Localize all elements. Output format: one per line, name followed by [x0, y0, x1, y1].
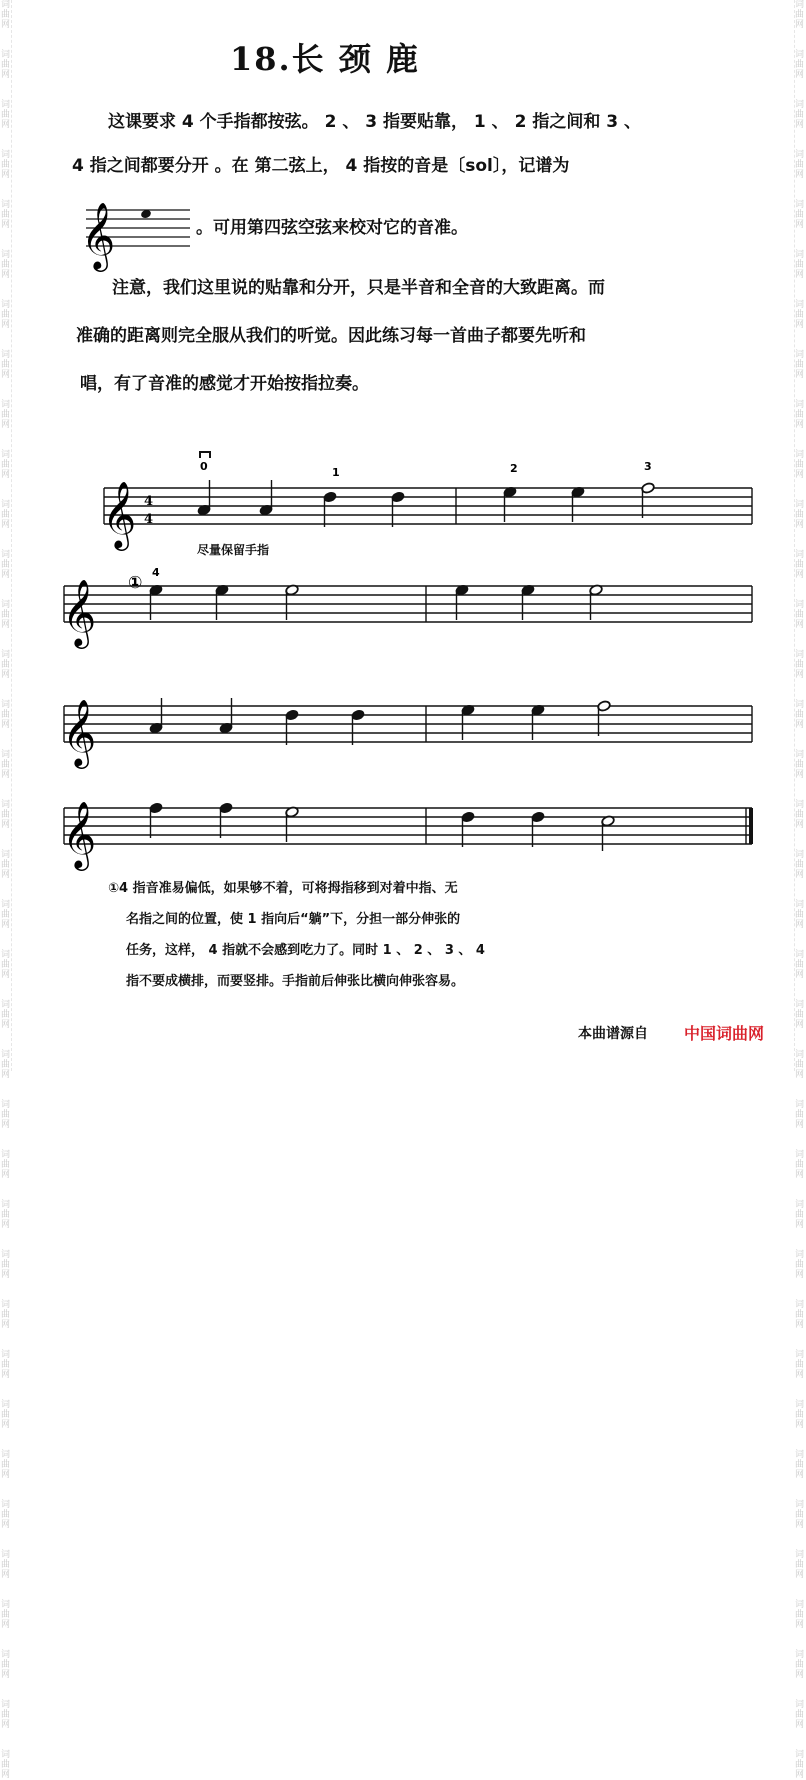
right-watermark-strip: 词 曲 网 词 曲 网 词 曲 网 词 曲 网 词 曲 网 词 曲 网 词 曲 网 词 曲 网 词 曲 网 词 曲 网 词 曲 网 词 曲 网 词 曲 网 词 曲 网 词 曲 网 词 曲 网 词 曲 网 词 曲 网 词 曲 网 词 曲 网 词 曲 网 词 曲 网 词 曲 网 词 曲 网 词 曲 网 词 曲 网 词 曲 网 词 曲 网 词 曲 网 词 曲 网 词 曲 网 词 曲 网 词 曲 网 词 曲 网 词 曲 网 词 曲 网: [795, 0, 805, 1780]
page-title: 18.长 颈 鹿: [230, 40, 420, 78]
footnote-line-4: 指不要成横排，而要竖排。手指前后伸张比横向伸张容易。: [126, 974, 465, 989]
intro-line-1: 这课要求 4 个手指都按弦。 2 、 3 指要贴靠， 1 、 2 指之间和 3 、: [108, 112, 641, 132]
caution-line-1: 注意，我们这里说的贴靠和分开，只是半音和全音的大致距离。而: [112, 278, 605, 298]
footnote-line-2: 名指之间的位置，使 1 指向后“躺”下，分担一部分伸张的: [126, 912, 461, 927]
caution-line-2: 准确的距离则完全服从我们的听觉。因此练习每一首曲子都要先听和: [76, 326, 586, 346]
fingering-label: 1: [332, 466, 340, 479]
note-group: [149, 584, 603, 620]
footer-site-link[interactable]: 中国词曲网: [684, 1024, 765, 1043]
left-watermark-strip: 词 曲 网 词 曲 网 词 曲 网 词 曲 网 词 曲 网 词 曲 网 词 曲 网 词 曲 网 词 曲 网 词 曲 网 词 曲 网 词 曲 网 词 曲 网 词 曲 网 词 曲 网 词 曲 网 词 曲 网 词 曲 网 词 曲 网 词 曲 网 词 曲 网 词 曲 网 词 曲 网 词 曲 网 词 曲 网 词 曲 网 词 曲 网 词 曲 网 词 曲 网 词 曲 网 词 曲 网 词 曲 网 词 曲 网 词 曲 网 词 曲 网 词 曲 网: [1, 0, 11, 1780]
note-group: [197, 480, 655, 527]
staff-system-4: [56, 780, 776, 890]
treble-clef-icon: 𝄞: [102, 480, 137, 548]
fingering-label: 0: [200, 460, 208, 473]
caution-line-3: 唱，有了音准的感觉才开始按指拉奏。: [80, 374, 369, 394]
intro-line-2: 4 指之间都要分开 。在 第二弦上， 4 指按的音是〔sol〕，记谱为: [72, 156, 570, 176]
treble-clef-icon: 𝄞: [62, 578, 97, 646]
fingering-label: 3: [644, 460, 652, 473]
fingering-label: 4: [152, 566, 160, 579]
staff-system-3: [56, 670, 776, 780]
intro-line-3: 。可用第四弦空弦来校对它的音准。: [196, 218, 468, 238]
treble-clef-icon: 𝄞: [81, 201, 116, 269]
fingering-annotation: 尽量保留手指: [197, 543, 270, 557]
time-signature-top: 4: [144, 494, 154, 509]
inline-staff-example: [78, 200, 198, 270]
treble-clef-icon: 𝄞: [62, 800, 97, 868]
footer-source-label: 本曲谱源自: [578, 1026, 648, 1042]
footnote-marker: ①: [128, 573, 143, 593]
fingering-label: 2: [510, 462, 518, 475]
staff-system-2: [56, 556, 776, 666]
bow-mark-icon: [200, 452, 210, 458]
footnote-line-1: ①4 指音准易偏低，如果够不着，可将拇指移到对着中指、无: [108, 881, 458, 896]
final-barline-thick: [749, 808, 753, 844]
note-group: [149, 698, 611, 745]
treble-clef-icon: 𝄞: [62, 698, 97, 766]
time-signature-bottom: 4: [144, 512, 154, 527]
footnote-line-3: 任务，这样， 4 指就不会感到吃力了。同时 1 、 2 、 3 、 4: [126, 943, 485, 958]
